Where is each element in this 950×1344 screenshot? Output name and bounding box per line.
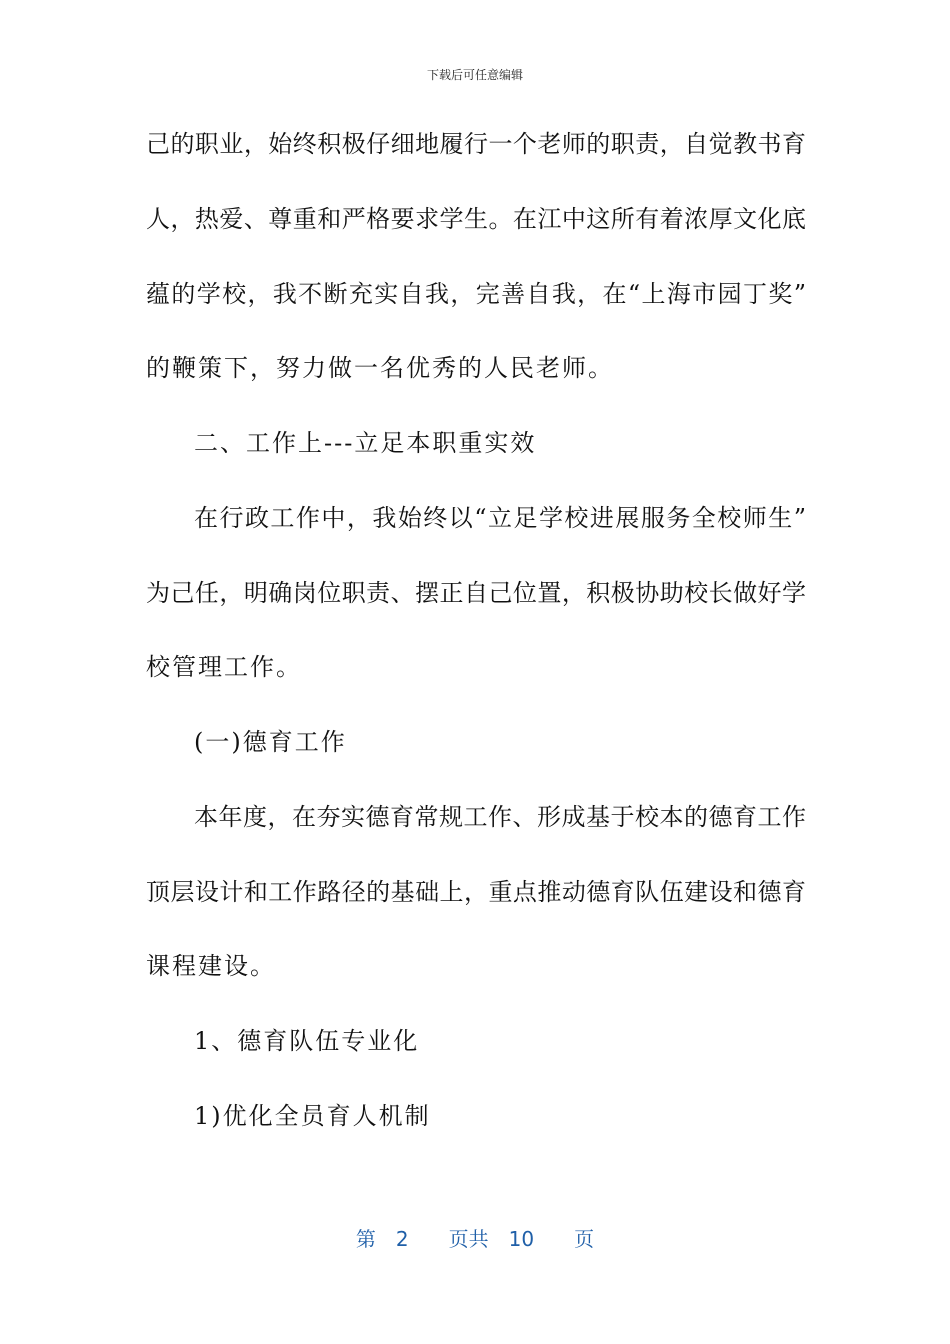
item-heading-1: 1、德育队伍专业化 [194, 1027, 420, 1055]
footer-page-number: 2 [395, 1227, 409, 1251]
footer-page-middle: 页共 [448, 1227, 489, 1251]
footer-page-total: 10 [508, 1227, 535, 1251]
body-line-7: 为己任，明确岗位职责、摆正自己位置，积极协助校长做好学 [146, 579, 806, 607]
page-header: 下载后可任意编辑 [426, 68, 523, 82]
body-line-8: 校管理工作。 [146, 653, 302, 681]
footer-page-prefix: 第 [355, 1227, 376, 1251]
subsection-heading-moral-education: (一)德育工作 [194, 728, 347, 756]
body-line-6: 在行政工作中，我始终以“立足学校进展服务全校师生” [194, 504, 806, 532]
footer-page-suffix: 页 [574, 1227, 595, 1251]
body-line-3: 蕴的学校，我不断充实自我，完善自我，在“上海市园丁奖” [146, 280, 806, 308]
body-line-12: 课程建设。 [146, 952, 276, 980]
body-line-1: 己的职业，始终积极仔细地履行一个老师的职责，自觉教书育 [146, 130, 806, 158]
section-heading-2: 二、工作上---立足本职重实效 [194, 429, 537, 457]
item-heading-1-1: 1)优化全员育人机制 [194, 1102, 431, 1130]
body-line-10: 本年度，在夯实德育常规工作、形成基于校本的德育工作 [194, 803, 806, 831]
body-line-4: 的鞭策下，努力做一名优秀的人民老师。 [146, 354, 614, 382]
body-line-2: 人，热爱、尊重和严格要求学生。在江中这所有着浓厚文化底 [146, 205, 806, 233]
page-footer [0, 1226, 950, 1252]
body-line-11: 顶层设计和工作路径的基础上，重点推动德育队伍建设和德育 [146, 878, 806, 906]
